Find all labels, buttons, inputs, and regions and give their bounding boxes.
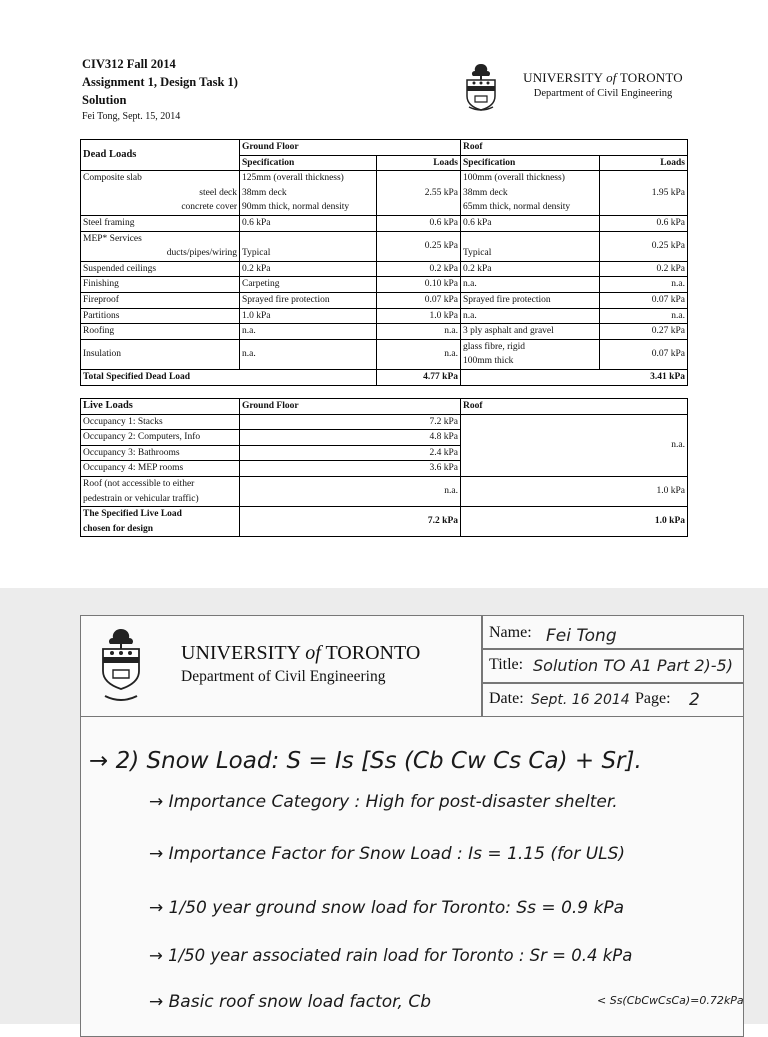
table-row: Suspended ceilings 0.2 kPa 0.2 kPa 0.2 kPa 0.2 kPa	[81, 261, 688, 277]
live-loads-heading: Live Loads	[81, 399, 240, 415]
solution-label: Solution	[82, 93, 127, 107]
dead-loads-table	[80, 139, 688, 386]
department-name: Department of Civil Engineering	[533, 88, 673, 99]
table-row: Roof (not accessible to either pedestrain or vehicular traffic) n.a. 1.0 kPa	[81, 476, 688, 506]
page-value: 2	[689, 690, 700, 710]
department-name: Department of Civil Engineering	[181, 668, 386, 685]
university-crest-icon	[99, 626, 143, 706]
dead-loads-heading: Dead Loads	[81, 140, 240, 171]
total-row: The Specified Live Load chosen for design 7.2 kPa 1.0 kPa	[81, 507, 688, 537]
date-label: Date:	[489, 690, 524, 707]
table-row: concrete cover 90mm thick, normal density 65mm thick, normal density	[81, 200, 688, 215]
table-row: MEP* Services 0.25 kPa 0.25 kPa	[81, 231, 688, 246]
university-logo-text	[520, 70, 686, 99]
table-row: Partitions 1.0 kPa 1.0 kPa n.a. n.a.	[81, 308, 688, 324]
name-label: Name:	[489, 624, 532, 641]
table-row: ducts/pipes/wiring Typical Typical	[81, 246, 688, 261]
table-row: 100mm thick	[81, 354, 688, 369]
roof-header: Roof	[461, 140, 688, 156]
assignment-title: Assignment 1, Design Task 1)	[82, 75, 238, 89]
page-label: Page:	[635, 690, 671, 707]
table-row: Occupancy 1: Stacks 7.2 kPa n.a.	[81, 414, 688, 430]
handwritten-line: → Importance Category : High for post-disaster shelter.	[149, 792, 618, 812]
snow-load-heading: → 2) Snow Load: S = Is [Ss (Cb Cw Cs Ca) + Sr].	[89, 748, 642, 774]
document-header	[82, 55, 238, 125]
handwritten-note: < Ss(CbCwCsCa)=0.72kPa	[597, 994, 744, 1007]
handwritten-sheet	[80, 615, 744, 1037]
total-row: Total Specified Dead Load 4.77 kPa 3.41 kPa	[81, 369, 688, 385]
name-value: Fei Tong	[546, 626, 617, 646]
university-name: UNIVERSITY of TORONTO	[181, 642, 421, 664]
university-crest-icon	[463, 62, 499, 112]
handwritten-line: → Basic roof snow load factor, Cb	[149, 992, 432, 1012]
date-value: Sept. 16 2014	[531, 692, 630, 708]
table-row: Fireproof Sprayed fire protection 0.07 kPa Sprayed fire protection 0.07 kPa	[81, 292, 688, 308]
handwritten-line: → 1/50 year ground snow load for Toronto: Ss = 0.9 kPa	[149, 898, 625, 918]
specification-header: Specification	[240, 155, 377, 171]
specification-header: Specification	[461, 155, 600, 171]
table-row: Insulation n.a. n.a. glass fibre, rigid 0.07 kPa	[81, 339, 688, 354]
loads-header: Loads	[600, 155, 688, 171]
live-loads-table	[80, 398, 688, 537]
table-row: Steel framing 0.6 kPa 0.6 kPa 0.6 kPa 0.6 kPa	[81, 215, 688, 231]
table-row: Occupancy 2: Computers, Info 4.8 kPa	[81, 430, 688, 446]
university-name: UNIVERSITY of TORONTO	[523, 70, 683, 85]
handwritten-line: → Importance Factor for Snow Load : Is = 1.15 (for ULS)	[149, 844, 626, 864]
table-row: Occupancy 4: MEP rooms 3.6 kPa	[81, 461, 688, 477]
table-row: Composite slab 125mm (overall thickness) 2.55 kPa 100mm (overall thickness) 1.95 kPa	[81, 171, 688, 186]
title-label: Title:	[489, 656, 524, 673]
table-row: Roofing n.a. n.a. 3 ply asphalt and gravel 0.27 kPa	[81, 324, 688, 340]
handwritten-line: → 1/50 year associated rain load for Toronto : Sr = 0.4 kPa	[149, 946, 633, 965]
table-row: Finishing Carpeting 0.10 kPa n.a. n.a.	[81, 277, 688, 293]
title-value: Solution TO A1 Part 2)-5)	[533, 656, 733, 675]
ground-floor-header: Ground Floor	[240, 399, 461, 415]
roof-header: Roof	[461, 399, 688, 415]
university-logo-text	[181, 642, 420, 686]
author-date: Fei Tong, Sept. 15, 2014	[82, 111, 181, 122]
table-row: Occupancy 3: Bathrooms 2.4 kPa	[81, 445, 688, 461]
sheet-header	[81, 616, 743, 717]
table-row: steel deck 38mm deck 38mm deck	[81, 186, 688, 201]
course-title: CIV312 Fall 2014	[82, 57, 176, 71]
ground-floor-header: Ground Floor	[240, 140, 461, 156]
loads-header: Loads	[377, 155, 461, 171]
